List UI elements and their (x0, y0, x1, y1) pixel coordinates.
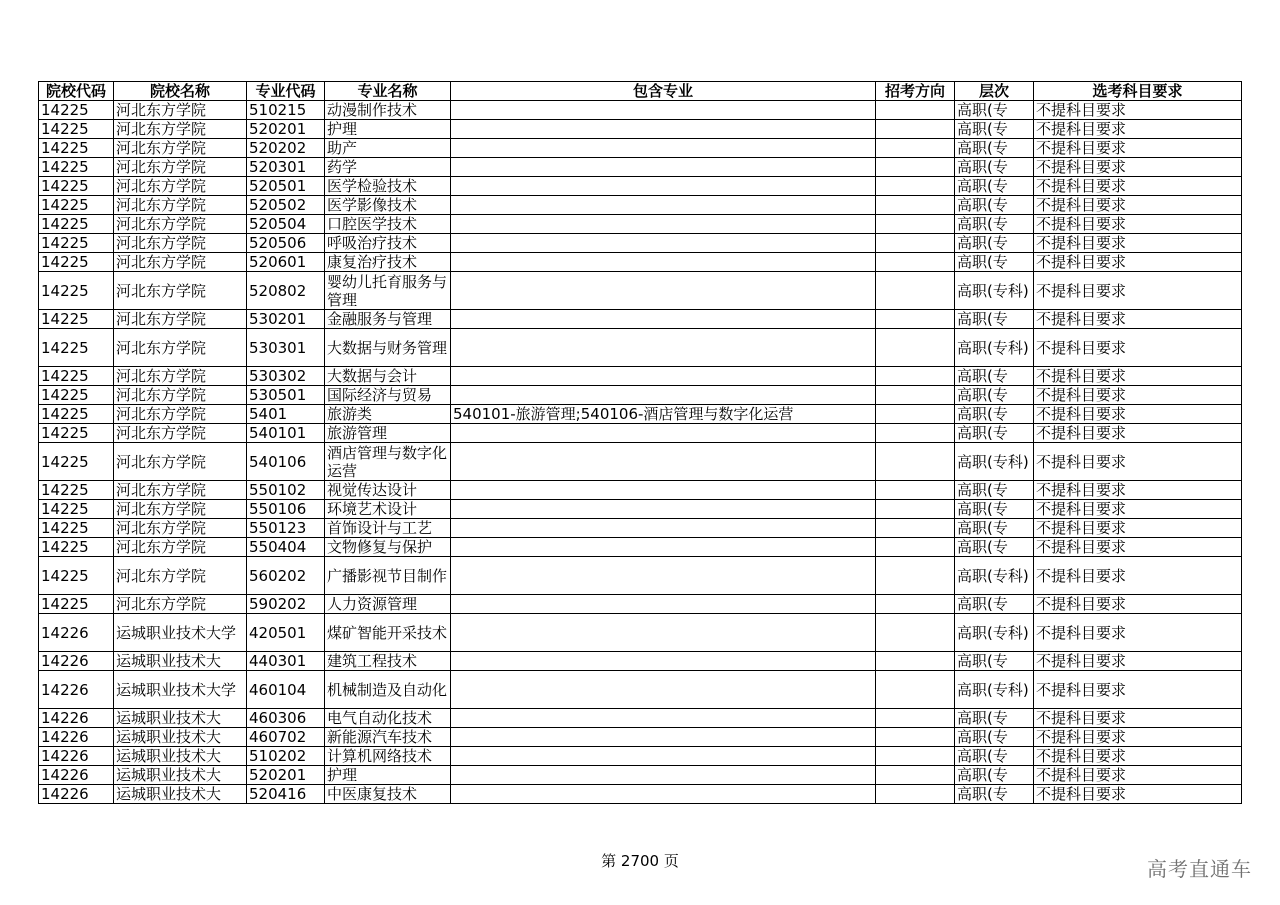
cell-major-name: 新能源汽车技术 (325, 728, 451, 747)
cell-subject-requirement: 不提科目要求 (1034, 158, 1242, 177)
cell-major-name: 中医康复技术 (325, 785, 451, 804)
cell-major-name: 国际经济与贸易 (325, 386, 451, 405)
cell-subject-requirement: 不提科目要求 (1034, 671, 1242, 709)
cell-subject-requirement: 不提科目要求 (1034, 215, 1242, 234)
header-direction: 招考方向 (876, 82, 955, 101)
cell-direction (876, 671, 955, 709)
cell-school-name: 河北东方学院 (114, 386, 247, 405)
cell-major-code: 550106 (247, 500, 325, 519)
cell-included-majors (451, 386, 876, 405)
cell-school-name: 河北东方学院 (114, 405, 247, 424)
table-row (39, 500, 1242, 519)
cell-school-code: 14225 (39, 500, 114, 519)
table-row (39, 614, 1242, 652)
cell-major-code: 520501 (247, 177, 325, 196)
cell-level: 高职(专科) (955, 614, 1034, 652)
cell-subject-requirement: 不提科目要求 (1034, 766, 1242, 785)
cell-school-code: 14226 (39, 785, 114, 804)
cell-subject-requirement: 不提科目要求 (1034, 367, 1242, 386)
cell-subject-requirement: 不提科目要求 (1034, 785, 1242, 804)
cell-school-code: 14225 (39, 386, 114, 405)
cell-included-majors: 540101-旅游管理;540106-酒店管理与数字化运营 (451, 405, 876, 424)
cell-school-code: 14225 (39, 101, 114, 120)
cell-major-name: 康复治疗技术 (325, 253, 451, 272)
cell-subject-requirement: 不提科目要求 (1034, 177, 1242, 196)
cell-direction (876, 481, 955, 500)
watermark-logo: 高考直通车 (1147, 857, 1252, 881)
cell-level: 高职(专 (955, 177, 1034, 196)
cell-subject-requirement: 不提科目要求 (1034, 405, 1242, 424)
cell-direction (876, 177, 955, 196)
cell-included-majors (451, 120, 876, 139)
cell-included-majors (451, 310, 876, 329)
cell-school-code: 14226 (39, 728, 114, 747)
table-row (39, 538, 1242, 557)
cell-school-name: 河北东方学院 (114, 101, 247, 120)
cell-level: 高职(专 (955, 709, 1034, 728)
cell-school-name: 河北东方学院 (114, 196, 247, 215)
table-row (39, 424, 1242, 443)
cell-subject-requirement: 不提科目要求 (1034, 614, 1242, 652)
cell-included-majors (451, 766, 876, 785)
cell-direction (876, 766, 955, 785)
cell-included-majors (451, 158, 876, 177)
cell-direction (876, 215, 955, 234)
cell-school-code: 14226 (39, 709, 114, 728)
cell-school-name: 河北东方学院 (114, 519, 247, 538)
table-row (39, 652, 1242, 671)
cell-level: 高职(专 (955, 253, 1034, 272)
cell-direction (876, 557, 955, 595)
cell-subject-requirement: 不提科目要求 (1034, 310, 1242, 329)
cell-school-code: 14225 (39, 234, 114, 253)
cell-school-name: 河北东方学院 (114, 253, 247, 272)
cell-level: 高职(专 (955, 215, 1034, 234)
cell-major-name: 煤矿智能开采技术 (325, 614, 451, 652)
table-row (39, 196, 1242, 215)
table-row (39, 671, 1242, 709)
cell-major-name: 护理 (325, 120, 451, 139)
cell-included-majors (451, 652, 876, 671)
cell-major-name: 医学检验技术 (325, 177, 451, 196)
cell-included-majors (451, 500, 876, 519)
cell-included-majors (451, 728, 876, 747)
cell-subject-requirement: 不提科目要求 (1034, 424, 1242, 443)
cell-school-code: 14225 (39, 481, 114, 500)
cell-major-code: 460702 (247, 728, 325, 747)
cell-school-code: 14225 (39, 310, 114, 329)
cell-level: 高职(专 (955, 120, 1034, 139)
cell-major-name: 动漫制作技术 (325, 101, 451, 120)
cell-direction (876, 747, 955, 766)
cell-major-code: 540106 (247, 443, 325, 481)
cell-major-code: 460104 (247, 671, 325, 709)
cell-level: 高职(专 (955, 481, 1034, 500)
table-row (39, 272, 1242, 310)
cell-school-code: 14226 (39, 671, 114, 709)
cell-direction (876, 120, 955, 139)
cell-included-majors (451, 595, 876, 614)
cell-included-majors (451, 481, 876, 500)
cell-direction (876, 234, 955, 253)
cell-included-majors (451, 272, 876, 310)
cell-school-name: 河北东方学院 (114, 424, 247, 443)
cell-subject-requirement: 不提科目要求 (1034, 253, 1242, 272)
cell-level: 高职(专科) (955, 671, 1034, 709)
cell-major-code: 520506 (247, 234, 325, 253)
table-body (39, 101, 1242, 804)
cell-major-name: 电气自动化技术 (325, 709, 451, 728)
cell-subject-requirement: 不提科目要求 (1034, 234, 1242, 253)
cell-level: 高职(专 (955, 500, 1034, 519)
cell-school-name: 河北东方学院 (114, 272, 247, 310)
cell-subject-requirement: 不提科目要求 (1034, 329, 1242, 367)
cell-major-name: 婴幼儿托育服务与管理 (325, 272, 451, 310)
cell-school-name: 河北东方学院 (114, 443, 247, 481)
cell-included-majors (451, 367, 876, 386)
cell-level: 高职(专 (955, 234, 1034, 253)
cell-direction (876, 728, 955, 747)
cell-school-code: 14225 (39, 519, 114, 538)
cell-subject-requirement: 不提科目要求 (1034, 120, 1242, 139)
cell-major-name: 首饰设计与工艺 (325, 519, 451, 538)
cell-major-code: 520201 (247, 120, 325, 139)
header-included-majors: 包含专业 (451, 82, 876, 101)
cell-school-code: 14225 (39, 158, 114, 177)
cell-major-code: 550404 (247, 538, 325, 557)
cell-level: 高职(专科) (955, 443, 1034, 481)
table-row (39, 519, 1242, 538)
cell-subject-requirement: 不提科目要求 (1034, 652, 1242, 671)
cell-direction (876, 158, 955, 177)
cell-major-code: 530302 (247, 367, 325, 386)
cell-level: 高职(专科) (955, 272, 1034, 310)
cell-major-code: 510202 (247, 747, 325, 766)
cell-school-name: 运城职业技术大 (114, 728, 247, 747)
cell-direction (876, 367, 955, 386)
cell-level: 高职(专 (955, 538, 1034, 557)
table-row (39, 747, 1242, 766)
cell-level: 高职(专 (955, 728, 1034, 747)
header-major-name: 专业名称 (325, 82, 451, 101)
cell-major-code: 530201 (247, 310, 325, 329)
cell-school-code: 14226 (39, 614, 114, 652)
cell-major-code: 510215 (247, 101, 325, 120)
table-row (39, 386, 1242, 405)
cell-major-name: 大数据与会计 (325, 367, 451, 386)
table-row (39, 253, 1242, 272)
cell-school-name: 河北东方学院 (114, 500, 247, 519)
cell-major-code: 440301 (247, 652, 325, 671)
cell-school-name: 运城职业技术大 (114, 766, 247, 785)
cell-major-name: 医学影像技术 (325, 196, 451, 215)
cell-direction (876, 253, 955, 272)
cell-direction (876, 595, 955, 614)
cell-included-majors (451, 329, 876, 367)
cell-level: 高职(专 (955, 367, 1034, 386)
cell-major-name: 广播影视节目制作 (325, 557, 451, 595)
cell-level: 高职(专 (955, 766, 1034, 785)
cell-included-majors (451, 538, 876, 557)
cell-level: 高职(专 (955, 310, 1034, 329)
cell-direction (876, 519, 955, 538)
table-row (39, 709, 1242, 728)
cell-major-name: 建筑工程技术 (325, 652, 451, 671)
cell-school-code: 14225 (39, 177, 114, 196)
cell-direction (876, 709, 955, 728)
cell-school-name: 河北东方学院 (114, 557, 247, 595)
cell-major-code: 520301 (247, 158, 325, 177)
cell-major-name: 旅游管理 (325, 424, 451, 443)
table-row (39, 443, 1242, 481)
cell-subject-requirement: 不提科目要求 (1034, 538, 1242, 557)
cell-included-majors (451, 443, 876, 481)
cell-school-code: 14225 (39, 253, 114, 272)
cell-level: 高职(专 (955, 405, 1034, 424)
cell-level: 高职(专 (955, 139, 1034, 158)
cell-school-name: 河北东方学院 (114, 139, 247, 158)
cell-included-majors (451, 785, 876, 804)
cell-included-majors (451, 557, 876, 595)
cell-school-name: 河北东方学院 (114, 538, 247, 557)
cell-school-name: 河北东方学院 (114, 120, 247, 139)
table-row (39, 785, 1242, 804)
cell-subject-requirement: 不提科目要求 (1034, 519, 1242, 538)
cell-school-code: 14225 (39, 272, 114, 310)
cell-major-name: 呼吸治疗技术 (325, 234, 451, 253)
table-row (39, 766, 1242, 785)
header-level: 层次 (955, 82, 1034, 101)
cell-subject-requirement: 不提科目要求 (1034, 481, 1242, 500)
header-school-code: 院校代码 (39, 82, 114, 101)
cell-school-name: 运城职业技术大学 (114, 614, 247, 652)
cell-subject-requirement: 不提科目要求 (1034, 595, 1242, 614)
cell-major-name: 助产 (325, 139, 451, 158)
table-row (39, 158, 1242, 177)
cell-major-code: 5401 (247, 405, 325, 424)
cell-major-code: 520504 (247, 215, 325, 234)
cell-direction (876, 785, 955, 804)
table-row (39, 234, 1242, 253)
cell-level: 高职(专科) (955, 557, 1034, 595)
cell-school-name: 运城职业技术大 (114, 785, 247, 804)
cell-major-name: 文物修复与保护 (325, 538, 451, 557)
cell-level: 高职(专 (955, 519, 1034, 538)
cell-school-name: 河北东方学院 (114, 595, 247, 614)
cell-major-code: 550123 (247, 519, 325, 538)
cell-subject-requirement: 不提科目要求 (1034, 557, 1242, 595)
cell-direction (876, 652, 955, 671)
cell-major-code: 530301 (247, 329, 325, 367)
cell-school-name: 河北东方学院 (114, 367, 247, 386)
cell-school-code: 14225 (39, 367, 114, 386)
cell-major-code: 520201 (247, 766, 325, 785)
cell-subject-requirement: 不提科目要求 (1034, 747, 1242, 766)
cell-major-code: 520601 (247, 253, 325, 272)
header-row (39, 82, 1242, 101)
cell-level: 高职(专 (955, 424, 1034, 443)
cell-major-code: 420501 (247, 614, 325, 652)
cell-direction (876, 538, 955, 557)
table-row (39, 481, 1242, 500)
cell-subject-requirement: 不提科目要求 (1034, 386, 1242, 405)
cell-major-name: 旅游类 (325, 405, 451, 424)
cell-level: 高职(专 (955, 652, 1034, 671)
cell-school-name: 运城职业技术大 (114, 709, 247, 728)
cell-level: 高职(专 (955, 785, 1034, 804)
cell-school-code: 14225 (39, 424, 114, 443)
cell-school-name: 运城职业技术大学 (114, 671, 247, 709)
cell-major-name: 酒店管理与数字化运营 (325, 443, 451, 481)
cell-subject-requirement: 不提科目要求 (1034, 443, 1242, 481)
cell-included-majors (451, 101, 876, 120)
table-row (39, 177, 1242, 196)
cell-direction (876, 101, 955, 120)
cell-major-code: 520202 (247, 139, 325, 158)
page-number: 第 2700 页 (601, 852, 679, 870)
cell-major-code: 550102 (247, 481, 325, 500)
cell-major-code: 520802 (247, 272, 325, 310)
cell-school-code: 14225 (39, 538, 114, 557)
cell-included-majors (451, 253, 876, 272)
cell-major-name: 视觉传达设计 (325, 481, 451, 500)
cell-major-name: 大数据与财务管理 (325, 329, 451, 367)
cell-major-name: 金融服务与管理 (325, 310, 451, 329)
cell-level: 高职(专 (955, 158, 1034, 177)
table-row (39, 557, 1242, 595)
cell-direction (876, 196, 955, 215)
cell-school-code: 14226 (39, 766, 114, 785)
cell-school-code: 14225 (39, 443, 114, 481)
cell-direction (876, 310, 955, 329)
cell-major-code: 530501 (247, 386, 325, 405)
cell-school-code: 14225 (39, 329, 114, 367)
cell-school-code: 14225 (39, 120, 114, 139)
cell-direction (876, 424, 955, 443)
table-row (39, 367, 1242, 386)
admissions-table (38, 81, 1242, 804)
cell-school-code: 14225 (39, 196, 114, 215)
cell-major-name: 护理 (325, 766, 451, 785)
cell-direction (876, 272, 955, 310)
cell-included-majors (451, 424, 876, 443)
cell-included-majors (451, 747, 876, 766)
header-subject-requirement: 选考科目要求 (1034, 82, 1242, 101)
cell-direction (876, 500, 955, 519)
cell-school-code: 14225 (39, 557, 114, 595)
cell-school-name: 河北东方学院 (114, 158, 247, 177)
cell-included-majors (451, 234, 876, 253)
cell-major-name: 人力资源管理 (325, 595, 451, 614)
table-row (39, 120, 1242, 139)
cell-level: 高职(专 (955, 196, 1034, 215)
cell-included-majors (451, 177, 876, 196)
cell-major-code: 520502 (247, 196, 325, 215)
cell-direction (876, 386, 955, 405)
cell-major-name: 环境艺术设计 (325, 500, 451, 519)
cell-school-name: 河北东方学院 (114, 234, 247, 253)
cell-included-majors (451, 671, 876, 709)
cell-included-majors (451, 709, 876, 728)
cell-major-code: 460306 (247, 709, 325, 728)
table-row (39, 329, 1242, 367)
cell-major-name: 药学 (325, 158, 451, 177)
header-school-name: 院校名称 (114, 82, 247, 101)
cell-major-name: 口腔医学技术 (325, 215, 451, 234)
cell-subject-requirement: 不提科目要求 (1034, 709, 1242, 728)
cell-level: 高职(专 (955, 595, 1034, 614)
cell-school-code: 14225 (39, 139, 114, 158)
cell-major-code: 540101 (247, 424, 325, 443)
cell-level: 高职(专 (955, 386, 1034, 405)
cell-major-name: 计算机网络技术 (325, 747, 451, 766)
cell-direction (876, 329, 955, 367)
cell-school-name: 运城职业技术大 (114, 747, 247, 766)
cell-subject-requirement: 不提科目要求 (1034, 101, 1242, 120)
cell-major-code: 560202 (247, 557, 325, 595)
header-major-code: 专业代码 (247, 82, 325, 101)
cell-major-code: 590202 (247, 595, 325, 614)
cell-subject-requirement: 不提科目要求 (1034, 728, 1242, 747)
cell-level: 高职(专科) (955, 329, 1034, 367)
cell-subject-requirement: 不提科目要求 (1034, 139, 1242, 158)
cell-direction (876, 614, 955, 652)
cell-school-code: 14225 (39, 405, 114, 424)
cell-subject-requirement: 不提科目要求 (1034, 196, 1242, 215)
table-row (39, 310, 1242, 329)
cell-school-name: 河北东方学院 (114, 329, 247, 367)
cell-subject-requirement: 不提科目要求 (1034, 500, 1242, 519)
cell-direction (876, 443, 955, 481)
cell-included-majors (451, 519, 876, 538)
cell-level: 高职(专 (955, 101, 1034, 120)
cell-included-majors (451, 196, 876, 215)
table-row (39, 215, 1242, 234)
cell-level: 高职(专 (955, 747, 1034, 766)
table-row (39, 405, 1242, 424)
cell-school-code: 14226 (39, 652, 114, 671)
cell-school-name: 河北东方学院 (114, 310, 247, 329)
cell-major-name: 机械制造及自动化 (325, 671, 451, 709)
cell-school-name: 运城职业技术大 (114, 652, 247, 671)
cell-school-code: 14225 (39, 215, 114, 234)
cell-major-code: 520416 (247, 785, 325, 804)
cell-direction (876, 405, 955, 424)
cell-school-code: 14225 (39, 595, 114, 614)
cell-included-majors (451, 614, 876, 652)
table-row (39, 595, 1242, 614)
table-row (39, 139, 1242, 158)
cell-school-name: 河北东方学院 (114, 481, 247, 500)
cell-included-majors (451, 139, 876, 158)
cell-school-code: 14226 (39, 747, 114, 766)
cell-direction (876, 139, 955, 158)
cell-school-name: 河北东方学院 (114, 177, 247, 196)
table-row (39, 728, 1242, 747)
cell-school-name: 河北东方学院 (114, 215, 247, 234)
table-row (39, 101, 1242, 120)
cell-subject-requirement: 不提科目要求 (1034, 272, 1242, 310)
cell-included-majors (451, 215, 876, 234)
